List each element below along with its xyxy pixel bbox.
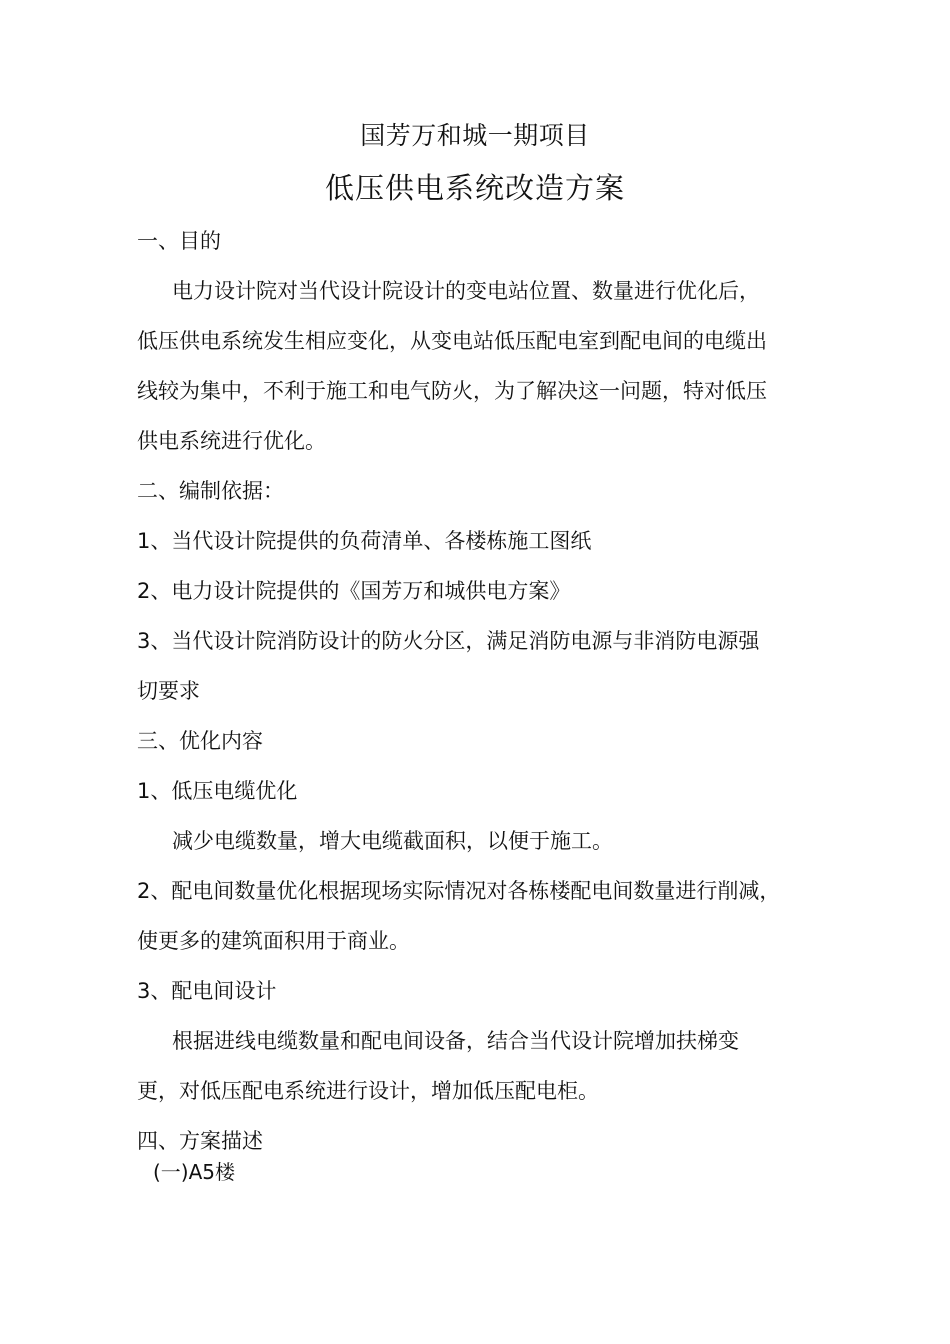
section-heading-purpose: 一、目的: [137, 229, 221, 253]
section-heading-scheme: 四、方案描述: [137, 1129, 263, 1153]
list-item: 1、当代设计院提供的负荷清单、各楼栋施工图纸: [137, 529, 592, 553]
paragraph-line: 减少电缆数量，增大电缆截面积，以便于施工。: [172, 829, 613, 853]
paragraph-line: 更，对低压配电系统进行设计，增加低压配电柜。: [137, 1079, 599, 1103]
paragraph-line: 线较为集中，不利于施工和电气防火，为了解决这一问题，特对低压: [137, 379, 767, 403]
list-item: 2、电力设计院提供的《国芳万和城供电方案》: [137, 579, 571, 603]
section-heading-basis: 二、编制依据：: [137, 479, 284, 503]
list-item-continuation: 使更多的建筑面积用于商业。: [137, 929, 410, 953]
list-item-continuation: 切要求: [137, 679, 200, 703]
paragraph-line: 供电系统进行优化。: [137, 429, 326, 453]
section-heading-optimization: 三、优化内容: [137, 729, 263, 753]
paragraph-line: 低压供电系统发生相应变化，从变电站低压配电室到配电间的电缆出: [137, 329, 767, 353]
subsection-heading: (一)A5楼: [153, 1160, 236, 1184]
document-title: 国芳万和城一期项目: [360, 121, 590, 150]
list-item: 1、低压电缆优化: [137, 779, 298, 803]
list-item: 2、配电间数量优化根据现场实际情况对各栋楼配电间数量进行削减，: [137, 879, 781, 903]
list-item: 3、当代设计院消防设计的防火分区，满足消防电源与非消防电源强: [137, 629, 760, 653]
document-subtitle: 低压供电系统改造方案: [324, 171, 625, 205]
paragraph-line: 根据进线电缆数量和配电间设备，结合当代设计院增加扶梯变: [172, 1029, 739, 1053]
list-item: 3、配电间设计: [137, 979, 277, 1003]
paragraph-line: 电力设计院对当代设计院设计的变电站位置、数量进行优化后，: [172, 279, 760, 303]
